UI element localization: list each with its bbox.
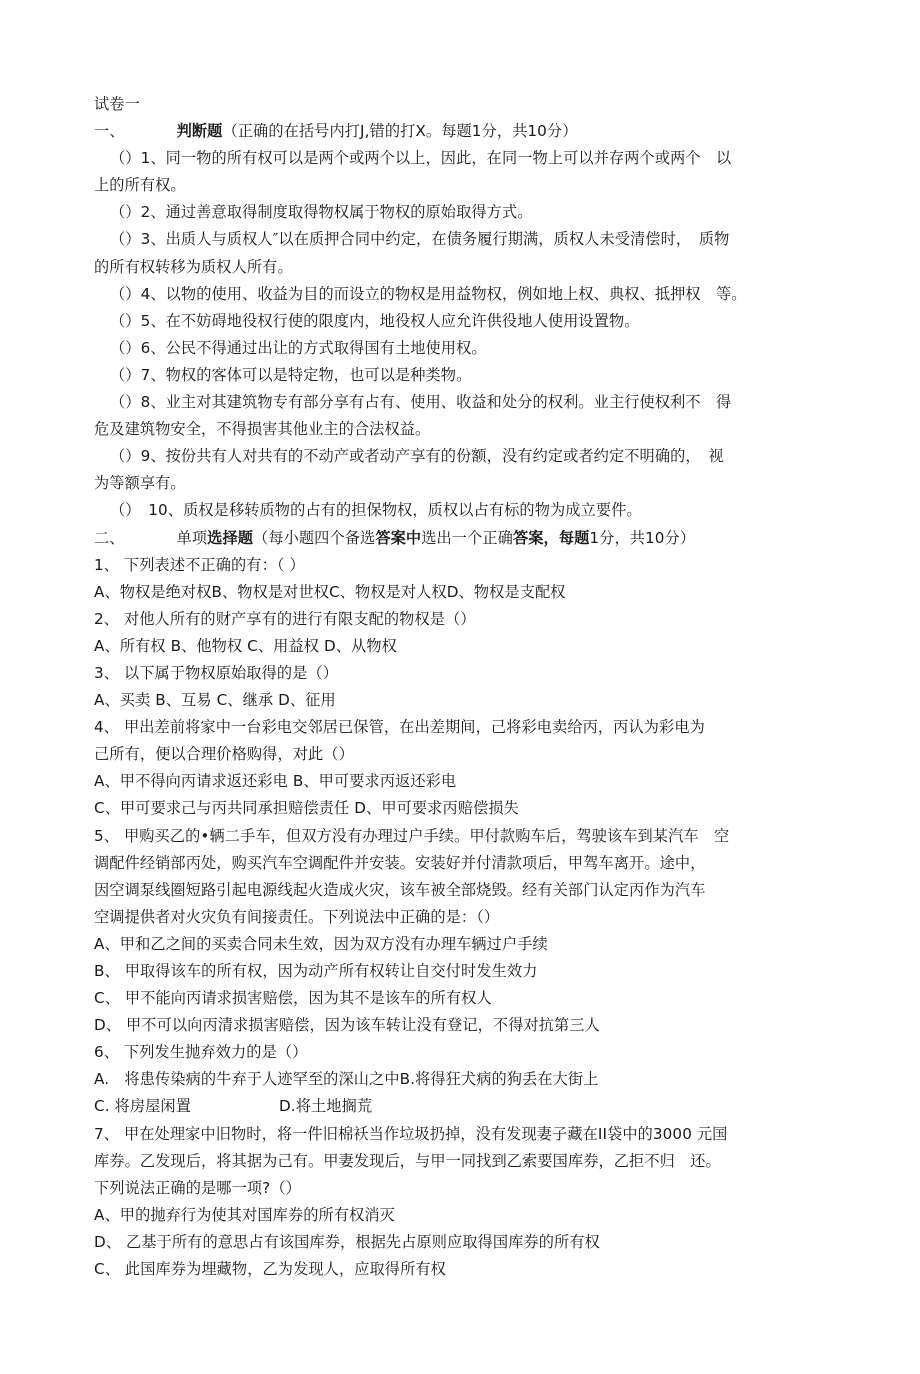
question-5-cont: 调配件经销部丙处，购买汽车空调配件并安装。安装好并付清款项后，甲驾车离开。途中， [94,853,706,872]
question-6-option-d: D.将土地搁荒 [279,1097,373,1116]
section2-heading [94,525,839,552]
section2-number: 二、 [94,528,125,547]
question-7-cont: 库券。乙发现后，将其据为己有。甲妻发现后，与甲一同找到乙索要国库券，乙拒不归 还。 [94,1151,721,1170]
question-4-options-ab: A、甲不得向丙请求返还彩电 B、甲可要求丙返还彩电 [94,772,457,791]
question-4: 4、 甲出差前将家中一台彩电交邻居已保管，在出差期间，己将彩电卖给丙，丙认为彩电为 [94,718,705,737]
question-3: 3、 以下属于物权原始取得的是（） [94,663,339,682]
question-4-options-cd: C、甲可要求己与丙共同承担赔偿责任 D、甲可要求丙赔偿损失 [94,799,519,818]
exam-title: 试卷一 [94,95,140,113]
tf-item-8-cont: 危及建筑物安全，不得损害其他业主的合法权益。 [94,420,431,439]
tf-item-9-cont: 为等额享有。 [94,474,186,493]
question-4-cont: 己所有，便以合理价格购得，对此（） [94,745,354,764]
tf-item-7: （）7、物权的客体可以是特定物，也可以是种类物。 [110,365,472,384]
question-5: 5、 甲购买乙的•辆二手车，但双方没有办理过户手续。甲付款购车后，驾驶该车到某汽车 空 [94,826,730,845]
tf-item-8: （）8、业主对其建筑物专有部分享有占有、使用、收益和处分的权利。业主行使权利不 得 [110,393,732,412]
section2-heading-bold: 答案中 [375,528,422,547]
section1-heading-bold: 判断题 [176,122,223,141]
question-7-option-c: C、 此国库券为埋藏物，乙为发现人，应取得所有权 [94,1260,446,1279]
question-6-options-ab: A. 将患传染病的牛弃于人迹罕至的深山之中B.将得狂犬病的狗丢在大街上 [94,1070,599,1089]
tf-item-1: （）1、同一物的所有权可以是两个或两个以上，因此，在同一物上可以并存两个或两个 以 [110,149,732,168]
question-3-options: A、买卖 B、互易 C、继承 D、征用 [94,691,336,710]
section2-heading-part: 1分，共10分） [589,528,696,547]
tf-item-1-cont: 上的所有权。 [94,176,186,195]
tf-item-2: （）2、通过善意取得制度取得物权属于物权的原始取得方式。 [110,203,533,222]
question-5-option-a: A、甲和乙之间的买卖合同未生效，因为双方没有办理车辆过户手续 [94,934,548,953]
exam-document [94,91,839,1283]
question-7-option-d: D、 乙基于所有的意思占有该国库券，根据先占原则应取得国库券的所有权 [94,1232,600,1251]
tf-item-9: （）9、按份共有人对共有的不动产或者动产享有的份额，没有约定或者约定不明确的， 视 [110,447,724,466]
question-5-option-c: C、 甲不能向丙请求损害赔偿，因为其不是该车的所有权人 [94,989,492,1008]
tf-item-3-cont: 的所有权转移为质权人所有。 [94,257,293,276]
question-7-option-a: A、甲的抛弃行为使其对国库券的所有权消灭 [94,1205,395,1224]
section1-heading-rest: （正确的在括号内打J,错的打X。每题1分，共10分） [222,122,578,141]
question-5-option-b: B、 甲取得该车的所有权，因为动产所有权转让自交付时发生效力 [94,962,538,980]
question-6-option-c: C. 将房屋闲置 [94,1097,191,1116]
tf-item-5: （）5、在不妨碍地役权行使的限度内，地役权人应允许供役地人使用设置物。 [110,311,640,330]
tf-item-6: （）6、公民不得通过出让的方式取得国有土地使用权。 [110,338,487,357]
question-5-cont: 因空调泵线圈短路引起电源线起火造成火灾，该车被全部烧毁。经有关部门认定丙作为汽车 [94,880,706,899]
section2-heading-part: （每小题四个备选 [253,528,376,547]
question-1-options: A、物权是绝对权B、物权是对世权C、物权是对人权D、物权是支配权 [94,582,566,601]
question-6-options-cd [94,1093,839,1120]
question-7: 7、 甲在处理家中旧物时，将一件旧棉袄当作垃圾扔掉，没有发现妻子藏在II袋中的3000 元国 [94,1124,728,1143]
question-2-options: A、所有权 B、他物权 C、用益权 D、从物权 [94,636,397,655]
question-2: 2、 对他人所有的财产享有的进行有限支配的物权是（） [94,609,476,628]
tf-item-4: （）4、以物的使用、收益为目的而设立的物权是用益物权，例如地上权、典权、抵押权 等。 [110,284,747,303]
section2-heading-part: 单项 [176,528,208,547]
question-5-option-d: D、 甲不可以向丙清求损害赔偿，因为该车转让没有登记，不得对抗第三人 [94,1016,600,1035]
question-1: 1、 下列表述不正确的有：（ ） [94,555,305,574]
section2-heading-part: 选出一个正确 [421,528,513,547]
tf-item-3: （）3、出质人与质权人″以在质押合同中约定，在债务履行期满，质权人未受清偿时， 质物 [110,230,730,249]
question-5-cont: 空调提供者对火灾负有间接责任。下列说法中正确的是：（） [94,907,500,926]
tf-item-10: （） 10、质权是移转质物的占有的担保物权，质权以占有标的物为成立要件。 [110,501,642,520]
question-6: 6、 下列发生抛弃效力的是（） [94,1043,308,1062]
section2-heading-bold: 选择题 [207,528,254,547]
question-7-cont: 下列说法正确的是哪一项?（） [94,1178,301,1197]
section1-heading [94,118,839,145]
section1-number: 一、 [94,122,125,141]
section2-heading-bold: 答案，每题 [512,528,590,547]
